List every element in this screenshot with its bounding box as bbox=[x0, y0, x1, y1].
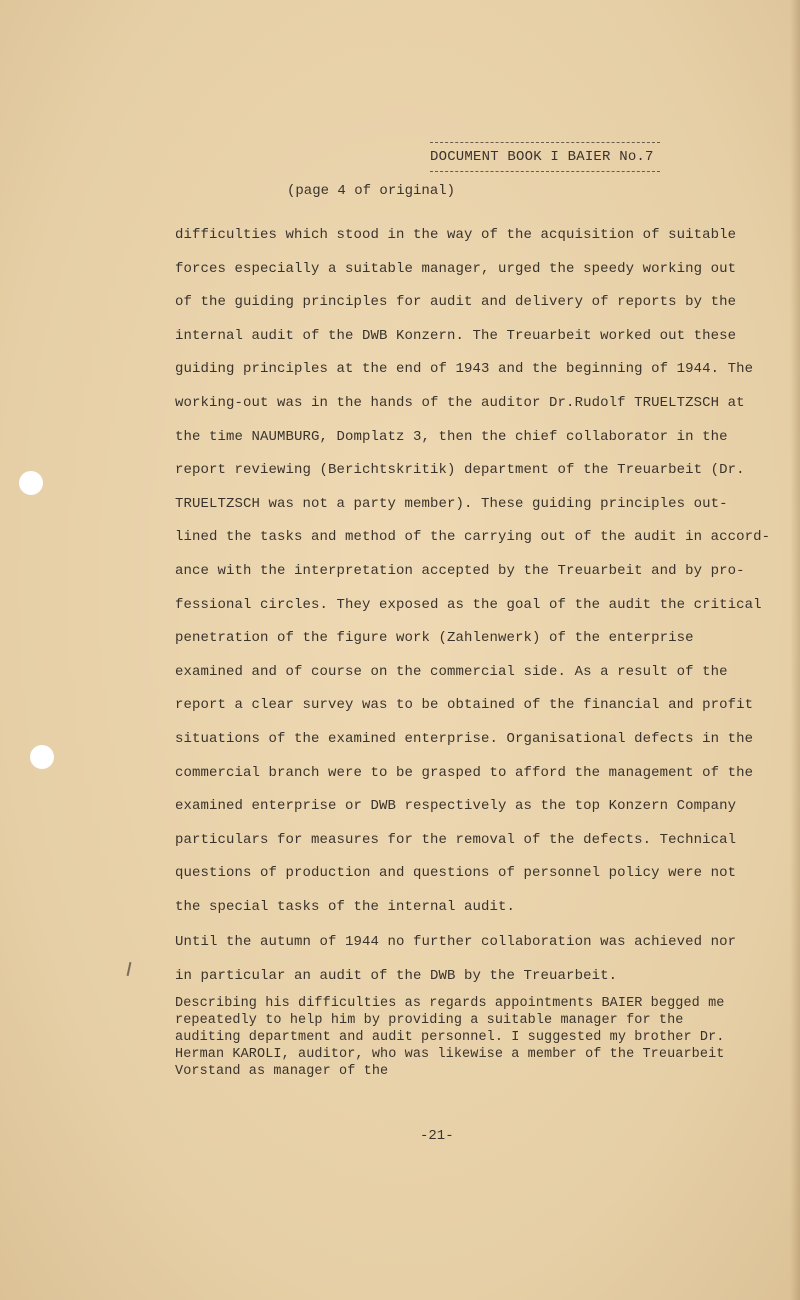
text-line: auditing department and audit personnel. I suggested my brother Dr. bbox=[175, 1030, 725, 1045]
text-line: repeatedly to help him by providing a suitable manager for the bbox=[175, 1013, 684, 1028]
text-line: examined enterprise or DWB respectively as the top Konzern Company bbox=[175, 798, 737, 815]
text-line: Vorstand as manager of the bbox=[175, 1064, 389, 1079]
text-line: of the guiding principles for audit and delivery of reports by the bbox=[175, 294, 737, 311]
text-line: commercial branch were to be grasped to afford the management of the bbox=[175, 764, 754, 781]
text-line: examined and of course on the commercial side. As a result of the bbox=[175, 663, 728, 680]
text-line: difficulties which stood in the way of the acquisition of suitable bbox=[175, 227, 737, 243]
text-line: forces especially a suitable manager, urged the speedy working out bbox=[175, 260, 737, 277]
text-line: the special tasks of the internal audit. bbox=[175, 898, 516, 915]
text-line: guiding principles at the end of 1943 and the beginning of 1944. The bbox=[175, 361, 754, 378]
text-line: lined the tasks and method of the carrying out of the audit in accord- bbox=[175, 529, 771, 546]
paragraph-2 bbox=[175, 926, 775, 993]
text-line: Until the autumn of 1944 no further collaboration was achieved nor bbox=[175, 934, 737, 950]
text-line: particulars for measures for the removal of the defects. Technical bbox=[175, 831, 737, 848]
text-line: report a clear survey was to be obtained of the financial and profit bbox=[175, 697, 754, 714]
text-line: the time NAUMBURG, Domplatz 3, then the chief collaborator in the bbox=[175, 428, 728, 445]
paragraph-1 bbox=[175, 219, 775, 924]
text-line: Describing his difficulties as regards appointments BAIER begged me bbox=[175, 996, 725, 1011]
text-line: situations of the examined enterprise. Organisational defects in the bbox=[175, 730, 754, 747]
paragraph-3 bbox=[175, 995, 775, 1080]
text-line: Herman KAROLI, auditor, who was likewise a member of the Treuarbeit bbox=[175, 1047, 725, 1062]
text-line: working-out was in the hands of the auditor Dr.Rudolf TRUELTZSCH at bbox=[175, 394, 745, 411]
punch-hole bbox=[19, 471, 43, 495]
document-header: DOCUMENT BOOK I BAIER No.7 bbox=[430, 142, 660, 172]
text-line: questions of production and questions of personnel policy were not bbox=[175, 865, 737, 882]
text-line: ance with the interpretation accepted by the Treuarbeit and by pro- bbox=[175, 562, 745, 579]
page-edge-shadow bbox=[790, 0, 800, 1300]
text-line: fessional circles. They exposed as the goal of the audit the critical bbox=[175, 596, 762, 613]
margin-mark bbox=[127, 962, 132, 976]
text-line: internal audit of the DWB Konzern. The Treuarbeit worked out these bbox=[175, 327, 737, 344]
text-line: in particular an audit of the DWB by the Treuarbeit. bbox=[175, 967, 618, 984]
text-line: penetration of the figure work (Zahlenwerk) of the enterprise bbox=[175, 630, 694, 647]
punch-hole bbox=[30, 745, 54, 769]
text-line: TRUELTZSCH was not a party member). These guiding principles out- bbox=[175, 495, 728, 512]
text-line: report reviewing (Berichtskritik) department of the Treuarbeit (Dr. bbox=[175, 462, 745, 479]
page-of-original: (page 4 of original) bbox=[287, 183, 456, 199]
page-number: -21- bbox=[420, 1128, 454, 1144]
